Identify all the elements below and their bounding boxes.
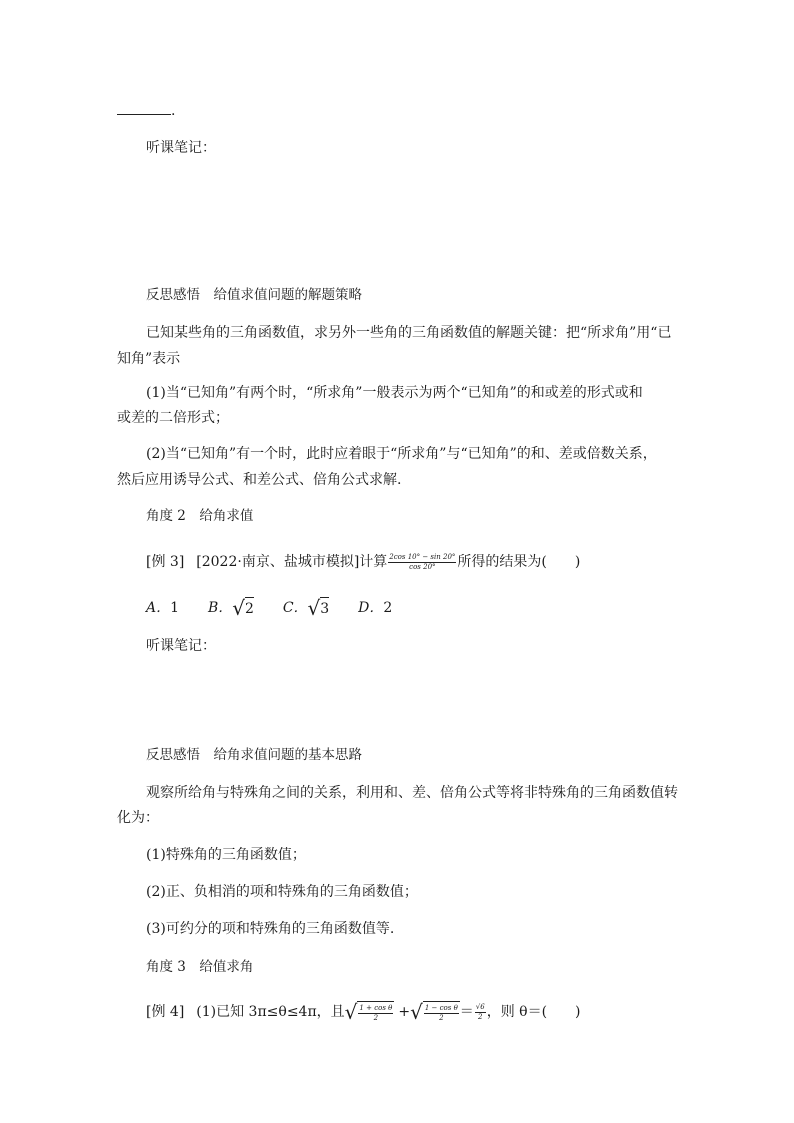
example4-frac-1 bbox=[358, 1004, 393, 1023]
example4-frac-2 bbox=[424, 1004, 459, 1023]
reflect1-p3b: 然后应用诱导公式、和差公式、倍角公式求解. bbox=[117, 472, 402, 488]
example4-frac2-den: 2 bbox=[439, 1013, 444, 1022]
reflect2-item1: (1)特殊角的三角函数值； bbox=[146, 847, 306, 863]
example3-after: 所得的结果为( ) bbox=[457, 554, 581, 570]
option-a-value: 1 bbox=[170, 600, 180, 616]
blank-period: . bbox=[171, 103, 176, 119]
reflect1-p1b: 知角”表示 bbox=[117, 351, 181, 367]
fill-blank bbox=[117, 100, 171, 115]
option-b-label: B． bbox=[207, 600, 233, 616]
example4-equals: ＝ bbox=[459, 1004, 474, 1020]
answer-blank-line bbox=[117, 100, 175, 121]
option-b-sqrt: √2 bbox=[232, 596, 254, 620]
reflect2-item3: (3)可约分的项和特殊角的三角函数值等. bbox=[146, 921, 395, 937]
example3-options bbox=[146, 597, 392, 619]
example4-rhs-den: 2 bbox=[478, 1012, 483, 1021]
example3-frac-den: cos 20° bbox=[409, 562, 436, 571]
example4-rhs-fraction bbox=[475, 1003, 486, 1022]
reflect1-p2b: 或差的二倍形式； bbox=[117, 410, 229, 426]
reflect1-p3a: (2)当“已知角”有一个时，此时应着眼于“所求角”与“已知角”的和、差或倍数关系， bbox=[146, 446, 657, 462]
reflect2-p1b: 化为： bbox=[117, 810, 159, 826]
reflect2-item2: (2)正、负相消的项和特殊角的三角函数值； bbox=[146, 884, 418, 900]
option-a-label: A． bbox=[146, 600, 171, 616]
reflect1-title: 反思感悟 给值求值问题的解题策略 bbox=[146, 287, 362, 303]
example3-source: [2022·南京、盐城市模拟]计算 bbox=[196, 554, 388, 570]
angle2-heading: 角度 2 给角求值 bbox=[146, 508, 254, 524]
example4-frac1-den: 2 bbox=[373, 1013, 379, 1022]
example3 bbox=[146, 552, 580, 572]
option-d-value: 2 bbox=[383, 600, 393, 616]
note-label-2: 听课笔记： bbox=[146, 638, 216, 654]
example3-label: [例 3] bbox=[146, 554, 185, 570]
option-d-label: D． bbox=[358, 600, 384, 616]
note-label-1: 听课笔记： bbox=[146, 140, 216, 156]
reflect2-p1a: 观察所给角与特殊角之间的关系，利用和、差、倍角公式等将非特殊角的三角函数值转 bbox=[146, 785, 678, 801]
example3-frac-num: 2cos 10° − sin 20° bbox=[389, 552, 456, 561]
example4-rhs-num: √6 bbox=[475, 1002, 485, 1011]
example4-plus: + bbox=[398, 1004, 411, 1020]
example4-sqrt-1: √ $\frac{\text{1 + cos θ}}{2}$ bbox=[344, 1000, 393, 1024]
option-c-sqrt: √3 bbox=[307, 596, 330, 620]
example4-frac1-num: 1 + cos θ bbox=[359, 1003, 393, 1012]
option-c-radicand: 3 bbox=[320, 597, 329, 619]
example3-fraction bbox=[388, 553, 456, 572]
example4-sqrt-2: √ $\frac{\text{1 − cos θ}}{2}$ bbox=[410, 1000, 458, 1024]
example4-label: [例 4] bbox=[146, 1004, 185, 1020]
angle3-heading: 角度 3 给值求角 bbox=[146, 959, 254, 975]
reflect1-p2a: (1)当“已知角”有两个时，“所求角”一般表示为两个“已知角”的和或差的形式或和 bbox=[146, 385, 643, 401]
example4-frac2-num: 1 − cos θ bbox=[424, 1003, 458, 1012]
example4-part1: (1)已知 3π≤θ≤4π，且 bbox=[196, 1004, 345, 1020]
option-c-label: C． bbox=[282, 600, 308, 616]
reflect2-title: 反思感悟 给角求值问题的基本思路 bbox=[146, 747, 362, 763]
option-b-radicand: 2 bbox=[245, 597, 254, 619]
example4-tail: ，则 θ＝( ) bbox=[486, 1004, 581, 1020]
reflect1-p1a: 已知某些角的三角函数值，求另外一些角的三角函数值的解题关键：把“所求角”用“已 bbox=[146, 325, 672, 341]
example4 bbox=[146, 1001, 581, 1023]
